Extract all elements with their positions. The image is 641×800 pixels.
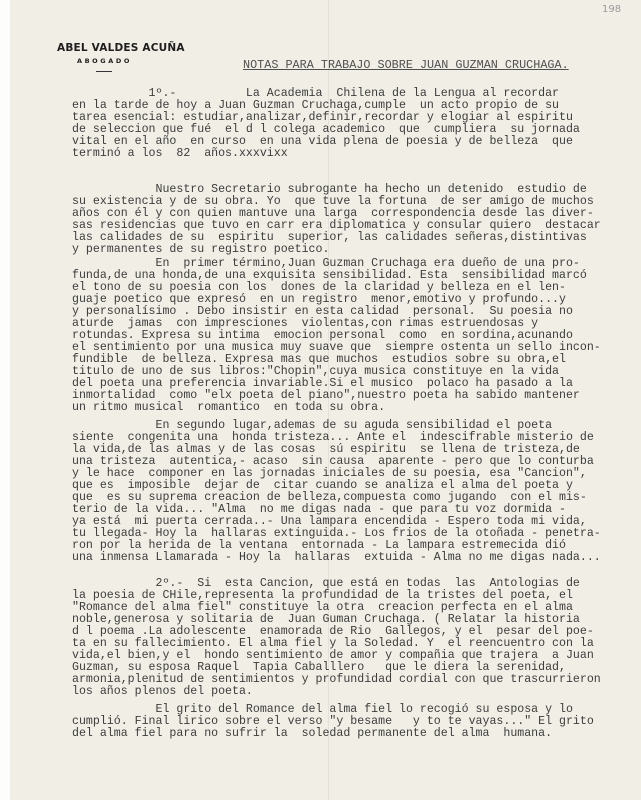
text-line: guaje poetico que expresó en un registro menor,emotivo y profundo...y xyxy=(72,293,566,306)
text-line: una tristeza autentica,- acaso sin causa aparente - pero que lo conturba xyxy=(72,455,594,468)
text-line: vida,el bien,y el hondo sentimiento de amor y compañia que trajera a Juan xyxy=(72,649,594,662)
text-line: rotundas. Expresa su intima emocion personal como en sordina,acunando xyxy=(72,329,573,342)
text-line: ya está mi puerta cerrada..- Una lampara encendida - Espero toda mi vida, xyxy=(72,515,587,528)
text-line: Nuestro Secretario subrogante ha hecho un detenido estudio de xyxy=(72,183,587,196)
text-line: el sentimiento por una musica muy suave que siempre ostenta un sello incon- xyxy=(72,341,601,354)
paragraph-1 xyxy=(72,88,580,160)
paragraph-6 xyxy=(72,704,594,740)
text-line: del poeta una preferencia invariable.Si el musico polaco ha pasado a la xyxy=(72,377,573,390)
paragraph-4 xyxy=(72,420,601,564)
text-line: ta en su fallecimiento. El alma fiel y la Soledad. Y el reencuentro con la xyxy=(72,637,594,650)
letterhead-rule xyxy=(96,71,112,72)
text-line: de seleccion que fué el d l colega academico que cumpliera su jornada xyxy=(72,123,580,136)
document-title: NOTAS PARA TRABAJO SOBRE JUAN GUZMAN CRUCHAGA. xyxy=(243,58,569,72)
text-line: El grito del Romance del alma fiel lo recogió su esposa y lo xyxy=(72,703,573,716)
page-number: 198 xyxy=(602,4,622,15)
text-line: siente congenita una honda tristeza... Ante el indescifrable misterio de xyxy=(72,431,594,444)
text-line: "Romance del alma fiel" constituye la otra creacion perfecta en el alma xyxy=(72,601,573,614)
text-line: y personalísimo . Debo insistir en esta calidad personal. Su poesia no xyxy=(72,305,573,318)
paragraph-2 xyxy=(72,184,601,256)
text-line: armonia,plenitud de sentimientos y profundidad cordial con que trascurrieron xyxy=(72,673,601,686)
letterhead-title: ABOGADO xyxy=(77,57,132,65)
text-line: inmortalidad como "elx poeta del piano",nuestro poeta ha sabido mantener xyxy=(72,389,580,402)
text-line: terminó a los 82 años.xxxvixx xyxy=(72,147,288,160)
text-line: del alma fiel para no sufrir la soledad permanente del alma humana. xyxy=(72,727,553,740)
text-line: noble,generosa y solitaria de Juan Guman Cruchaga. ( Relatar la historia xyxy=(72,613,580,626)
text-line: sas residencias que tuvo en carr era diplomatica y consular quiero destacar xyxy=(72,219,601,232)
text-line: En primer término,Juan Guzman Cruchaga era dueño de una pro- xyxy=(72,257,580,270)
text-line: Guzman, su esposa Raquel Tapia Caballlero que le diera la serenidad, xyxy=(72,661,566,674)
text-line: y permanentes de su registro poetico. xyxy=(72,243,330,256)
text-line: un ritmo musical romantico en toda su obra. xyxy=(72,401,386,414)
text-line: ron por la herida de la ventana entornada - La lampara estremecida dió xyxy=(72,539,566,552)
text-line: su existencia y de su obra. Yo que tuve la fortuna de ser amigo de muchos xyxy=(72,195,594,208)
text-line: en la tarde de hoy a Juan Guzman Cruchaga,cumple un acto propio de su xyxy=(72,99,560,112)
text-line: fundible de belleza. Expresa mas que muchos estudios sobre su obra,el xyxy=(72,353,566,366)
text-line: cumplió. Final lirico sobre el verso "y besame y to te vayas..." El grito xyxy=(72,715,594,728)
text-line: las calidades de su espiritu superior, las calidades señeras,distintivas xyxy=(72,231,587,244)
text-line: 2º.- Si esta Cancion, que está en todas las Antologias de xyxy=(72,577,580,590)
letterhead-name: ABEL VALDES ACUÑA xyxy=(57,42,185,54)
text-line: el tono de su poesia con los dones de la claridad y belleza en el len- xyxy=(72,281,566,294)
text-line: los años plenos del poeta. xyxy=(72,685,253,698)
text-line: aturde jamas con impresciones violentas,con rimas estruendosas y xyxy=(72,317,539,330)
paragraph-3 xyxy=(72,258,601,414)
text-line: que es su suprema creacion de belleza,compuesta como jugando con el mis- xyxy=(72,491,587,504)
text-line: titulo de uno de sus libros:"Chopin",cuya musica constituye en la vida xyxy=(72,365,560,378)
text-line: y le hace componer en las jornadas iniciales de su poesia, esa "Cancion", xyxy=(72,467,587,480)
text-line: terio de la vida... "Alma no me digas nada - que para tu voz dormida - xyxy=(72,503,566,516)
text-line: tu llegada- Hoy la hallaras extinguida.- Los frios de la otoñada - penetra- xyxy=(72,527,601,540)
text-line: años con él y con quien mantuve una larga correspondencia desde las diver- xyxy=(72,207,594,220)
text-line: d l poema .La adolescente enamorada de Rio Gallegos, y el pesar del poe- xyxy=(72,625,594,638)
text-line: vital en el año en curso en una vida plena de poesia y de belleza que xyxy=(72,135,573,148)
text-line: la poesia de CHile,representa la profundidad de la tristes del poeta, el xyxy=(72,589,573,602)
text-line: En segundo lugar,ademas de su aguda sensibilidad el poeta xyxy=(72,419,553,432)
text-line: 1º.- La Academia Chilena de la Lengua al recordar xyxy=(72,87,560,100)
text-line: una inmensa Llamarada - Hoy la hallaras extuida - Alma no me digas nada... xyxy=(72,551,601,564)
paragraph-5 xyxy=(72,578,601,698)
text-line: funda,de una honda,de una exquisita sensibilidad. Esta sensibilidad marcó xyxy=(72,269,587,282)
text-line: la vida,de las almas y de las cosas sú espiritu se llena de tristeza,de xyxy=(72,443,580,456)
text-line: que es imposible dejar de citar cuando se analiza el alma del poeta y xyxy=(72,479,573,492)
text-line: tarea esencial: estudiar,analizar,definir,recordar y elogiar al espiritu xyxy=(72,111,573,124)
